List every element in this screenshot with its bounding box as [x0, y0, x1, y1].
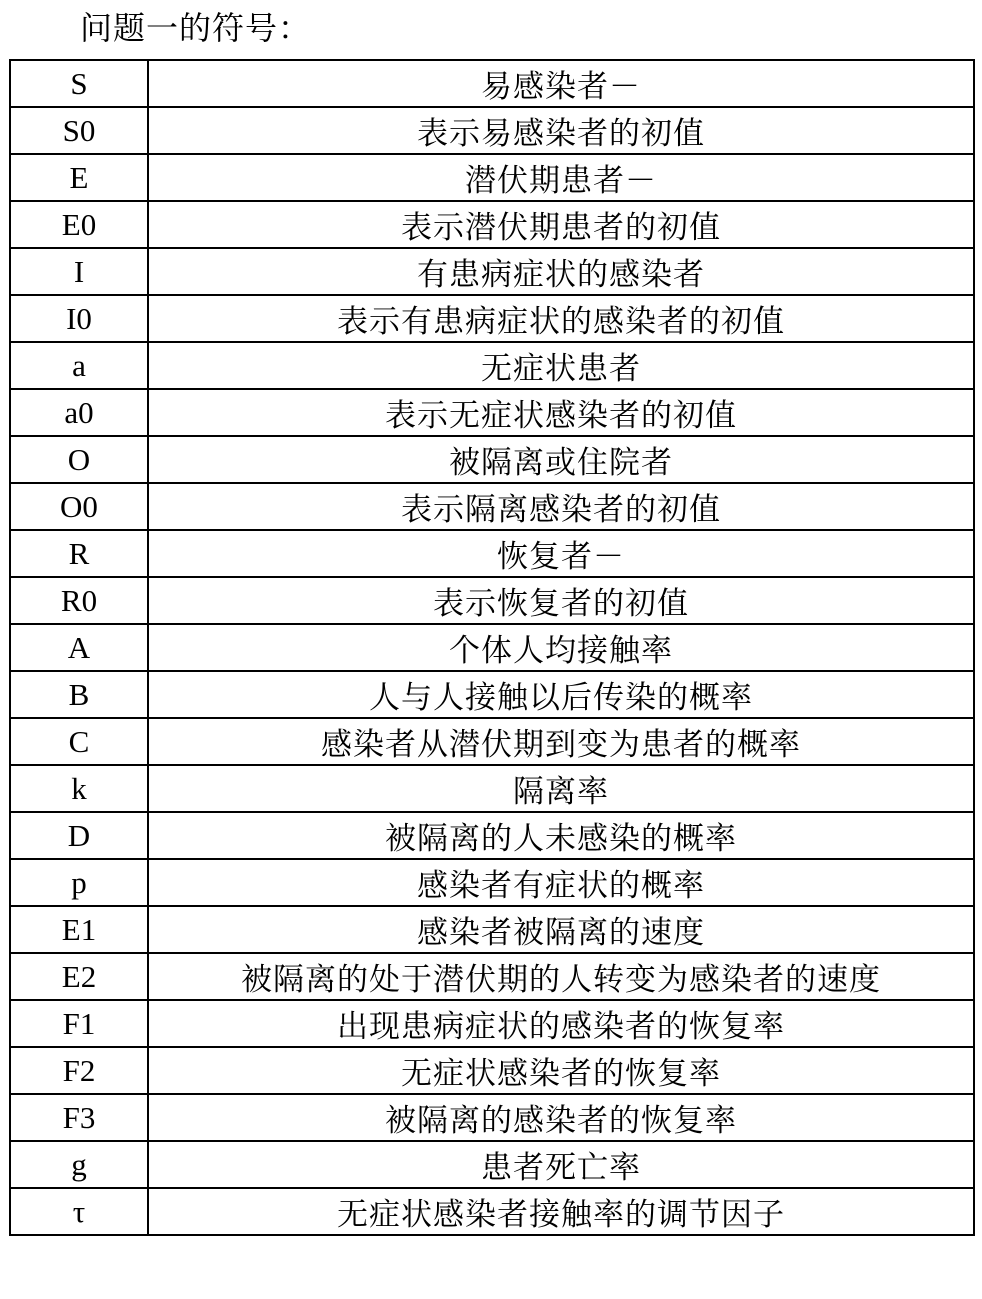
table-row — [10, 436, 974, 483]
meaning-cell: 表示无症状感染者的初值 — [148, 389, 974, 436]
table-row — [10, 389, 974, 436]
table-row — [10, 765, 974, 812]
table-row — [10, 859, 974, 906]
table-row — [10, 1094, 974, 1141]
symbol-cell: E0 — [10, 201, 148, 248]
meaning-cell: 感染者从潜伏期到变为患者的概率 — [148, 718, 974, 765]
table-row — [10, 718, 974, 765]
symbol-cell: E — [10, 154, 148, 201]
symbol-cell: p — [10, 859, 148, 906]
symbol-cell: E1 — [10, 906, 148, 953]
table-row — [10, 624, 974, 671]
symbol-cell: C — [10, 718, 148, 765]
meaning-cell: 感染者被隔离的速度 — [148, 906, 974, 953]
table-row — [10, 342, 974, 389]
meaning-cell: 表示易感染者的初值 — [148, 107, 974, 154]
table-row — [10, 812, 974, 859]
meaning-cell: 无症状患者 — [148, 342, 974, 389]
symbol-cell: a0 — [10, 389, 148, 436]
table-row — [10, 483, 974, 530]
symbol-cell: R — [10, 530, 148, 577]
table-row — [10, 671, 974, 718]
table-row — [10, 201, 974, 248]
symbol-cell: g — [10, 1141, 148, 1188]
table-row — [10, 60, 974, 107]
table-row — [10, 906, 974, 953]
meaning-cell: 个体人均接触率 — [148, 624, 974, 671]
symbol-cell: F2 — [10, 1047, 148, 1094]
symbol-table — [9, 59, 975, 1236]
symbol-cell: I — [10, 248, 148, 295]
symbol-cell: R0 — [10, 577, 148, 624]
meaning-cell: 恢复者－ — [148, 530, 974, 577]
meaning-cell: 被隔离的感染者的恢复率 — [148, 1094, 974, 1141]
symbol-cell: k — [10, 765, 148, 812]
meaning-cell: 被隔离的处于潜伏期的人转变为感染者的速度 — [148, 953, 974, 1000]
meaning-cell: 被隔离的人未感染的概率 — [148, 812, 974, 859]
table-row — [10, 577, 974, 624]
meaning-cell: 被隔离或住院者 — [148, 436, 974, 483]
table-row — [10, 1141, 974, 1188]
symbol-cell: S — [10, 60, 148, 107]
table-row — [10, 248, 974, 295]
table-row — [10, 107, 974, 154]
meaning-cell: 表示隔离感染者的初值 — [148, 483, 974, 530]
meaning-cell: 无症状感染者接触率的调节因子 — [148, 1188, 974, 1235]
symbol-cell: a — [10, 342, 148, 389]
symbol-cell: F1 — [10, 1000, 148, 1047]
meaning-cell: 无症状感染者的恢复率 — [148, 1047, 974, 1094]
symbol-cell: D — [10, 812, 148, 859]
meaning-cell: 表示有患病症状的感染者的初值 — [148, 295, 974, 342]
symbol-cell: E2 — [10, 953, 148, 1000]
table-row — [10, 295, 974, 342]
table-row — [10, 1188, 974, 1235]
meaning-cell: 出现患病症状的感染者的恢复率 — [148, 1000, 974, 1047]
symbol-cell: B — [10, 671, 148, 718]
symbol-cell: O — [10, 436, 148, 483]
meaning-cell: 潜伏期患者－ — [148, 154, 974, 201]
meaning-cell: 患者死亡率 — [148, 1141, 974, 1188]
symbol-cell: F3 — [10, 1094, 148, 1141]
table-row — [10, 953, 974, 1000]
page-title: 问题一的符号： — [80, 9, 312, 47]
symbol-cell: τ — [10, 1188, 148, 1235]
symbol-cell: O0 — [10, 483, 148, 530]
meaning-cell: 人与人接触以后传染的概率 — [148, 671, 974, 718]
meaning-cell: 表示恢复者的初值 — [148, 577, 974, 624]
meaning-cell: 有患病症状的感染者 — [148, 248, 974, 295]
meaning-cell: 易感染者－ — [148, 60, 974, 107]
table-row — [10, 530, 974, 577]
meaning-cell: 感染者有症状的概率 — [148, 859, 974, 906]
meaning-cell: 隔离率 — [148, 765, 974, 812]
symbol-cell: A — [10, 624, 148, 671]
table-row — [10, 1047, 974, 1094]
symbol-cell: I0 — [10, 295, 148, 342]
table-row — [10, 1000, 974, 1047]
symbol-cell: S0 — [10, 107, 148, 154]
table-row — [10, 154, 974, 201]
meaning-cell: 表示潜伏期患者的初值 — [148, 201, 974, 248]
